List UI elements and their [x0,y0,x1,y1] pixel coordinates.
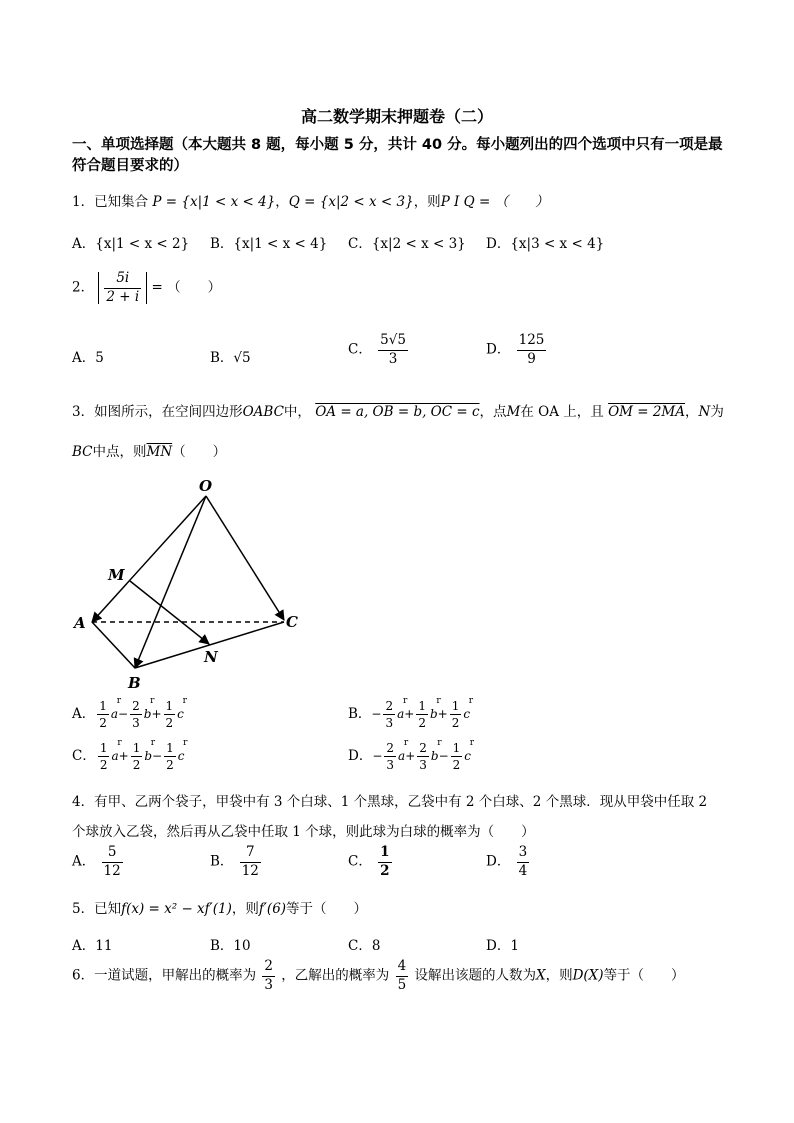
q3-option-d-coef-den-0: 3 [386,758,395,772]
q3-option-a-vector-a: r a [111,707,118,721]
q3-option-a-coef-num-0: 1 [99,699,107,713]
q2-option-b: B．√5 [210,350,251,366]
q4-a-num: 5 [107,844,117,860]
q2-option-d-label: D． [486,341,511,358]
q4-option-b-frac [240,846,261,878]
q3-point-m: M [506,404,521,420]
q3-option-b-sign-1: + [404,707,415,721]
q3-option-c-coef-0 [98,742,110,771]
question-6 [72,960,685,992]
q2-option-c [348,334,410,366]
q4-c-den: 2 [380,862,390,879]
q4-option-a-frac [102,846,123,878]
q3-option-a-coef-den-0: 2 [99,716,107,730]
q6-f2-den: 5 [397,976,407,993]
q3-option-a-coef-0 [97,700,109,729]
label-a: A [74,614,86,632]
q3-option-a-coef-den-2: 2 [165,716,174,730]
label-m: M [108,566,125,584]
q3-option-b-coef-num-2: 1 [451,699,460,713]
q1-stem-suffix: ，则 [413,194,441,210]
q2-option-c-frac [378,334,408,366]
q2-frac-den: 2 + i [106,288,140,305]
q3-option-a [72,700,184,729]
label-n: N [204,648,218,666]
q3-text-a: 3．如图所示，在空间四边形 [72,404,243,420]
q5-prefix: 5．已知 [72,901,122,917]
q4-option-d [486,846,531,878]
q4-b-den: 12 [241,862,259,879]
q3-option-b-sign-0: − [371,707,382,721]
q3-option-d-sign-0: − [372,749,383,763]
q3-option-b-label: B． [348,706,372,722]
q2-tail: = （ ） [151,279,222,296]
q3-option-b-vector-a: r a [397,707,404,721]
q6-f1-den: 3 [264,976,273,993]
q3-option-d-coef-1 [417,742,429,771]
q3-option-b-coef-num-0: 2 [385,699,394,713]
q2-option-a: A．5 [72,350,104,366]
q3-option-a-coef-den-1: 3 [132,716,140,730]
q6-text-g: 等于（ ） [603,967,685,984]
q6-frac-2 [396,960,409,992]
q5-option-c: C．8 [348,938,381,954]
q3-option-c-coef-1 [131,742,143,771]
q3-option-d-label: D． [348,748,373,764]
q6-f1-num: 2 [264,958,273,974]
q4-option-d-frac [517,846,530,878]
q1-set-p: P = {x|1 < x < 4} [152,194,276,210]
q3-option-d-vector-a: r a [398,749,405,763]
q6-text-c: 设解出该题的人数为 [414,967,536,984]
q1-expr: P I Q = （ ） [440,194,549,210]
q5-option-d: D．1 [486,938,519,954]
q4-d-den: 4 [518,862,528,879]
q3-text-f: 在 OA 上，且 [520,404,604,420]
q3-option-d-vector-b: r b [431,749,439,763]
q4-option-c-label: C． [348,853,372,870]
q4-option-a [72,846,125,878]
q3-bc: BC [72,444,93,460]
q4-a-den: 12 [103,862,121,879]
q3-option-b [348,700,470,729]
q3-option-d [348,742,471,771]
q3-option-d-coef-den-1: 3 [419,758,427,772]
q3-option-a-vector-c: r c [177,707,184,721]
q2-option-c-label: C． [348,341,372,358]
q3-option-b-coef-0 [383,700,395,729]
q3-option-b-coef-den-1: 2 [418,716,426,730]
edge-ab [92,622,135,668]
q3-option-d-coef-num-1: 2 [419,741,427,755]
q5-mid: ，则 [231,901,259,917]
label-o: O [199,477,213,495]
q3-point-n: N [698,404,711,420]
q1-stem: 1．已知集合 [72,194,149,210]
q3-option-c-label: C． [72,748,96,764]
q3-quad: OABC [242,404,284,420]
q5-expr2: f′(6) [258,901,287,917]
q5-option-a: A．11 [72,938,113,954]
q4-option-b [210,846,263,878]
q3-option-b-coef-den-0: 3 [385,716,394,730]
q6-text-b: ，乙解出的概率为 [281,967,390,984]
q3-option-b-sign-2: + [437,707,448,721]
q3-option-c-vector-a: r a [111,749,118,763]
q4-option-a-label: A． [72,853,96,870]
q3-option-d-sign-1: + [405,749,416,763]
q4-option-c [348,846,394,878]
q3-option-a-coef-num-1: 2 [132,699,140,713]
q3-option-b-vector-b: r b [430,707,438,721]
q3-option-c [72,742,184,771]
q3-text-h: ， [685,404,699,420]
q3-option-c-coef-2 [164,742,176,771]
q3-option-b-coef-2 [450,700,462,729]
q3-option-a-sign-1: − [118,707,129,721]
question-3-line-1 [72,400,724,420]
q3-option-d-vector-c: r c [464,749,471,763]
q3-text-j: 为 [710,404,724,420]
question-3-line-2 [72,440,226,460]
q2-frac-num: 5i [116,270,130,286]
q3-blank: （ ） [172,444,227,460]
q2-option-d [486,334,548,366]
q2-option-d-den: 9 [517,350,547,367]
q3-option-d-sign-2: − [438,749,449,763]
q1-option-d: D．{x|3 < x < 4} [486,236,605,252]
q3-vectors: OA = a, OB = b, OC = c [315,404,480,420]
q3-option-c-sign-2: − [152,749,163,763]
q1-option-a: A．{x|1 < x < 2} [72,236,190,252]
q6-x: X [535,967,546,984]
tetrahedron-figure [72,474,312,694]
q4-option-d-label: D． [486,853,511,870]
q3-option-d-coef-2 [451,742,463,771]
q6-dx: D(X) [572,967,604,984]
q3-option-c-coef-num-0: 1 [99,741,108,755]
q1-option-b: B．{x|1 < x < 4} [210,236,328,252]
q3-option-b-coef-1 [416,700,428,729]
question-2 [72,272,221,304]
q6-frac-1 [262,960,275,992]
q3-option-c-coef-den-0: 2 [99,758,108,772]
q3-option-b-vector-c: r c [463,707,470,721]
q6-text-e: ，则 [545,967,573,984]
q2-option-d-frac [517,334,547,366]
edge-ob [135,496,206,668]
q3-text-c: 中， [283,404,311,420]
edge-oc [206,496,284,620]
q4-option-c-frac [378,846,391,878]
page-title: 高二数学期末押题卷（二） [300,107,493,126]
q2-fraction [104,272,141,304]
q3-option-c-coef-num-1: 1 [132,741,141,755]
q2-num: 2． [72,279,95,296]
q3-option-a-vector-b: r b [144,707,152,721]
q3-text-d: ，点 [479,404,507,420]
q3-option-c-coef-den-1: 2 [132,758,141,772]
q3-option-d-coef-0 [384,742,396,771]
q2-option-d-num: 125 [518,332,545,348]
q4-c-num: 1 [380,844,390,860]
q3-option-c-vector-b: r b [144,749,152,763]
q3-option-a-coef-num-2: 1 [165,699,174,713]
q5-expr: f(x) = x² − xf′(1) [121,901,232,917]
section-heading: 一、单项选择题（本大题共 8 题，每小题 5 分，共计 40 分。每小题列出的四个选项中只有一项是最符合题目要求的） [72,137,723,174]
q3-option-c-sign-1: + [118,749,129,763]
q3-option-a-coef-2 [164,700,176,729]
q2-option-c-num: 5√5 [380,332,406,348]
q1-set-q: Q = {x|2 < x < 3} [288,194,414,210]
q1-sep: ， [275,194,289,210]
question-4-line-2: 个球放入乙袋，然后再从乙袋中任取 1 个球，则此球为白球的概率为（ ） [72,824,535,840]
q1-option-c: C．{x|2 < x < 3} [348,236,466,252]
label-c: C [286,613,298,631]
q2-abs [98,272,147,304]
q3-option-b-coef-num-1: 1 [418,699,426,713]
q6-f2-num: 4 [397,958,407,974]
q3-mn: $\overline{MN}$ [146,444,173,460]
q3-option-d-coef-num-2: 1 [452,741,461,755]
vector-mn [130,581,209,644]
q3-option-c-coef-num-2: 1 [166,741,174,755]
q5-suffix: 等于（ ） [286,901,368,917]
q3-text-2b: 中点，则 [92,444,147,460]
question-1 [72,190,549,210]
label-b: B [128,674,141,692]
q2-option-c-den: 3 [378,350,408,367]
q3-option-a-label: A． [72,706,96,722]
q6-text-a: 6．一道试题，甲解出的概率为 [72,967,257,984]
q3-option-a-sign-2: + [151,707,162,721]
q3-option-a-coef-1 [130,700,142,729]
q3-option-c-coef-den-2: 2 [166,758,174,772]
q3-option-d-coef-num-0: 2 [386,741,395,755]
q5-option-b: B．10 [210,938,251,954]
q4-b-num: 7 [246,844,255,860]
q4-d-num: 3 [518,844,528,860]
q3-option-b-coef-den-2: 2 [451,716,460,730]
question-4-line-1: 4．有甲、乙两个袋子，甲袋中有 3 个白球、1 个黑球，乙袋中有 2 个白球、2 个黑球．现从甲袋中任取 2 [72,794,708,810]
q3-om-relation: OM = 2MA [608,404,686,420]
q3-option-c-vector-c: r c [178,749,185,763]
q4-option-b-label: B． [210,853,234,870]
question-5 [72,897,367,917]
edge-oa [92,496,206,622]
q3-option-d-coef-den-2: 2 [452,758,461,772]
